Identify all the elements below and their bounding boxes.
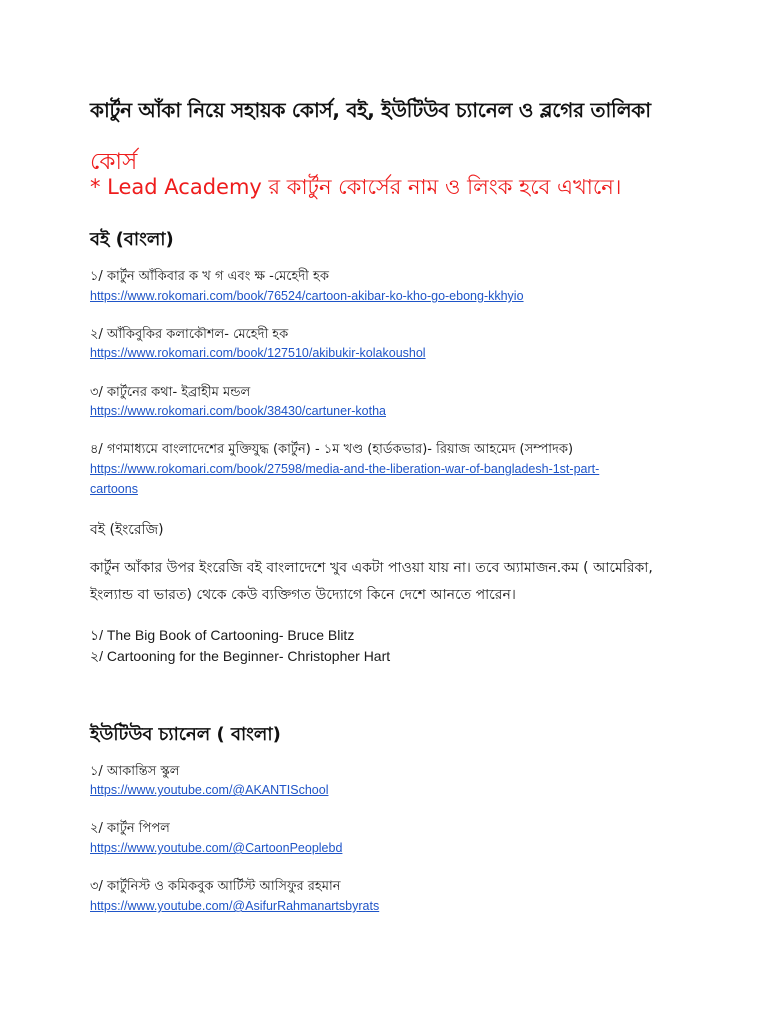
english-book-1: ১/ The Big Book of Cartooning- Bruce Blitz <box>90 627 355 643</box>
book-3-link[interactable]: https://www.rokomari.com/book/38430/cartuner-kotha <box>90 404 386 418</box>
book-2-link[interactable]: https://www.rokomari.com/book/127510/akibukir-kolakoushol <box>90 346 426 360</box>
books-bangla-heading: বই (বাংলা) <box>90 229 174 250</box>
channel-2-title: ২/ কার্টুন পিপল <box>90 821 170 836</box>
book-1-title: ১/ কার্টুন আঁকিবার ক খ গ এবং ক্ষ -মেহেদী হক <box>90 269 329 284</box>
course-heading: কোর্স <box>90 149 138 175</box>
book-4-link-continued[interactable]: cartoons <box>90 482 138 496</box>
book-1-link[interactable]: https://www.rokomari.com/book/76524/cartoon-akibar-ko-kho-go-ebong-kkhyio <box>90 289 524 303</box>
course-line: * Lead Academy র কার্টুন কোর্সের নাম ও লিংক হবে এখানে। <box>90 175 622 199</box>
english-book-2: ২/ Cartooning for the Beginner- Christopher Hart <box>90 648 391 664</box>
books-english-paragraph: কার্টুন আঁকার উপর ইংরেজি বই বাংলাদেশে খুব একটা পাওয়া যায় না। তবে অ্যামাজন.কম ( আমেরিকা, ইংল্যান্ড বা ভারত) থেকে কেউ ব্যক্তিগত উদ্যোগে কিনে দেশে আনতে পারেন। <box>90 560 653 603</box>
book-2-title: ২/ আঁকিবুকির কলাকৌশল- মেহেদী হক <box>90 327 289 342</box>
page-title: কার্টুন আঁকা নিয়ে সহায়ক কোর্স, বই, ইউটিউব চ্যানেল ও ব্লগের তালিকা <box>90 98 651 122</box>
channel-2-link[interactable]: https://www.youtube.com/@CartoonPeoplebd <box>90 841 343 855</box>
channel-1-link[interactable]: https://www.youtube.com/@AKANTISchool <box>90 783 329 797</box>
channel-3-title: ৩/ কার্টুনিস্ট ও কমিকবুক আর্টিস্ট আসিফুর রহমান <box>90 879 341 894</box>
youtube-bangla-heading: ইউটিউব চ্যানেল ( বাংলা) <box>90 724 281 745</box>
books-english-heading: বই (ইংরেজি) <box>90 522 164 538</box>
channel-1-title: ১/ আকান্তিস স্কুল <box>90 764 180 779</box>
channel-3-link[interactable]: https://www.youtube.com/@AsifurRahmanartsbyrats <box>90 899 380 913</box>
book-4-title: ৪/ গণমাধ্যমে বাংলাদেশের মুক্তিযুদ্ধ (কার্টুন) - ১ম খণ্ড (হার্ডকভার)- রিয়াজ আহমেদ (সম্পাদক) <box>90 442 574 457</box>
book-3-title: ৩/ কার্টুনের কথা- ইব্রাহীম মন্ডল <box>90 385 251 400</box>
book-4-link[interactable]: https://www.rokomari.com/book/27598/media-and-the-liberation-war-of-bangladesh-1st-part- <box>90 462 600 476</box>
